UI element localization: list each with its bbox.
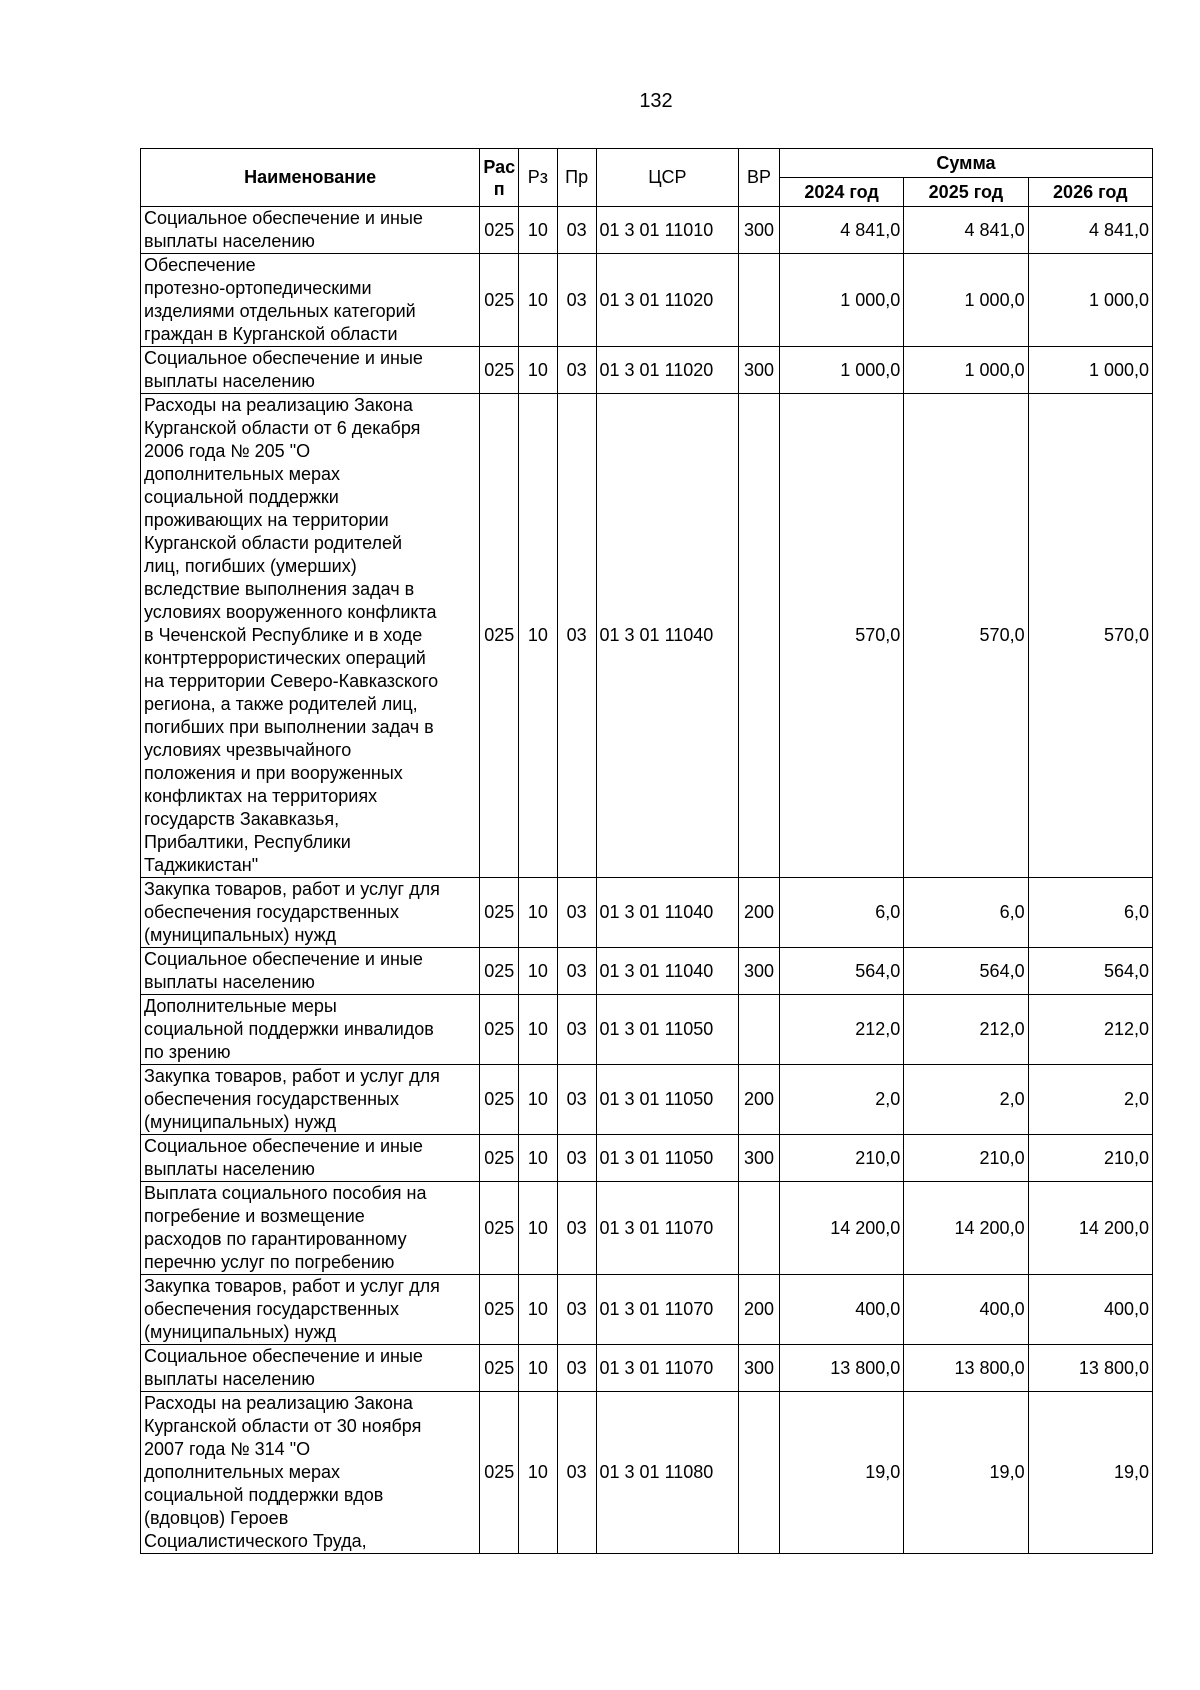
header-sum: Сумма bbox=[779, 149, 1152, 178]
row-pr: 03 bbox=[557, 1065, 596, 1135]
row-name: Расходы на реализацию Закона Курганской области от 6 декабря 2006 года № 205 "О дополнительных мерах социальной поддержки проживающих на территории Курганской области родителей лиц, погибших (умерших) вследствие выполнения задач в условиях вооруженного конфликта в Чеченской Республике и в ходе контртеррористических операций на территории Северо-Кавказского региона, а также родителей лиц, погибших при выполнении задач в условиях чрезвычайного положения и при вооруженных конфликтах на территориях государств Закавказья, Прибалтики, Республики Таджикистан" bbox=[141, 394, 480, 878]
row-sum-2026: 6,0 bbox=[1028, 878, 1152, 948]
row-vr: 300 bbox=[739, 948, 780, 995]
row-name: Социальное обеспечение и иные выплаты населению bbox=[141, 207, 480, 254]
row-sum-2026: 14 200,0 bbox=[1028, 1182, 1152, 1275]
row-vr: 200 bbox=[739, 878, 780, 948]
row-sum-2025: 13 800,0 bbox=[904, 1345, 1028, 1392]
row-rz: 10 bbox=[519, 1065, 558, 1135]
budget-table bbox=[140, 148, 1153, 1554]
row-csr: 01 3 01 11070 bbox=[596, 1345, 739, 1392]
row-pr: 03 bbox=[557, 254, 596, 347]
row-vr: 200 bbox=[739, 1275, 780, 1345]
table-row bbox=[141, 347, 1153, 394]
row-rasp: 025 bbox=[480, 1392, 519, 1554]
row-sum-2025: 6,0 bbox=[904, 878, 1028, 948]
table-row bbox=[141, 1065, 1153, 1135]
row-vr bbox=[739, 995, 780, 1065]
row-name: Закупка товаров, работ и услуг для обеспечения государственных (муниципальных) нужд bbox=[141, 878, 480, 948]
row-vr: 300 bbox=[739, 1135, 780, 1182]
row-rz: 10 bbox=[519, 1275, 558, 1345]
row-csr: 01 3 01 11080 bbox=[596, 1392, 739, 1554]
row-rasp: 025 bbox=[480, 394, 519, 878]
row-sum-2025: 4 841,0 bbox=[904, 207, 1028, 254]
table-row bbox=[141, 995, 1153, 1065]
row-sum-2025: 2,0 bbox=[904, 1065, 1028, 1135]
row-name: Выплата социального пособия на погребение и возмещение расходов по гарантированному перечню услуг по погребению bbox=[141, 1182, 480, 1275]
row-sum-2025: 14 200,0 bbox=[904, 1182, 1028, 1275]
header-rasp: Рас п bbox=[480, 149, 519, 207]
table-row bbox=[141, 878, 1153, 948]
row-sum-2026: 4 841,0 bbox=[1028, 207, 1152, 254]
row-rasp: 025 bbox=[480, 1135, 519, 1182]
row-name: Расходы на реализацию Закона Курганской области от 30 ноября 2007 года № 314 "О дополнительных мерах социальной поддержки вдов (вдовцов) Героев Социалистического Труда, bbox=[141, 1392, 480, 1554]
row-sum-2024: 1 000,0 bbox=[779, 347, 903, 394]
row-sum-2025: 212,0 bbox=[904, 995, 1028, 1065]
row-sum-2025: 19,0 bbox=[904, 1392, 1028, 1554]
row-csr: 01 3 01 11040 bbox=[596, 878, 739, 948]
row-sum-2024: 6,0 bbox=[779, 878, 903, 948]
row-name: Закупка товаров, работ и услуг для обеспечения государственных (муниципальных) нужд bbox=[141, 1275, 480, 1345]
row-pr: 03 bbox=[557, 1345, 596, 1392]
row-csr: 01 3 01 11020 bbox=[596, 254, 739, 347]
row-pr: 03 bbox=[557, 207, 596, 254]
row-vr bbox=[739, 254, 780, 347]
row-sum-2025: 1 000,0 bbox=[904, 347, 1028, 394]
row-pr: 03 bbox=[557, 347, 596, 394]
row-rasp: 025 bbox=[480, 347, 519, 394]
row-name: Социальное обеспечение и иные выплаты населению bbox=[141, 347, 480, 394]
row-sum-2026: 1 000,0 bbox=[1028, 254, 1152, 347]
row-sum-2024: 400,0 bbox=[779, 1275, 903, 1345]
table-row bbox=[141, 1345, 1153, 1392]
header-rz: Рз bbox=[519, 149, 558, 207]
row-rasp: 025 bbox=[480, 1275, 519, 1345]
row-rz: 10 bbox=[519, 1345, 558, 1392]
row-sum-2026: 1 000,0 bbox=[1028, 347, 1152, 394]
row-sum-2024: 212,0 bbox=[779, 995, 903, 1065]
row-vr bbox=[739, 1182, 780, 1275]
row-vr: 300 bbox=[739, 1345, 780, 1392]
row-csr: 01 3 01 11020 bbox=[596, 347, 739, 394]
row-pr: 03 bbox=[557, 995, 596, 1065]
row-name: Социальное обеспечение и иные выплаты населению bbox=[141, 948, 480, 995]
row-rz: 10 bbox=[519, 394, 558, 878]
header-year-2024: 2024 год bbox=[779, 178, 903, 207]
row-sum-2026: 212,0 bbox=[1028, 995, 1152, 1065]
row-rasp: 025 bbox=[480, 995, 519, 1065]
row-sum-2026: 19,0 bbox=[1028, 1392, 1152, 1554]
row-rz: 10 bbox=[519, 878, 558, 948]
table-row bbox=[141, 948, 1153, 995]
row-rz: 10 bbox=[519, 1135, 558, 1182]
row-rasp: 025 bbox=[480, 1182, 519, 1275]
table-row bbox=[141, 1182, 1153, 1275]
table-body bbox=[141, 207, 1153, 1554]
row-pr: 03 bbox=[557, 948, 596, 995]
row-rasp: 025 bbox=[480, 1345, 519, 1392]
row-sum-2024: 2,0 bbox=[779, 1065, 903, 1135]
row-sum-2025: 210,0 bbox=[904, 1135, 1028, 1182]
header-csr: ЦСР bbox=[596, 149, 739, 207]
header-name: Наименование bbox=[141, 149, 480, 207]
row-vr: 300 bbox=[739, 347, 780, 394]
row-sum-2024: 570,0 bbox=[779, 394, 903, 878]
row-csr: 01 3 01 11070 bbox=[596, 1182, 739, 1275]
table-row bbox=[141, 207, 1153, 254]
row-rz: 10 bbox=[519, 1182, 558, 1275]
row-pr: 03 bbox=[557, 878, 596, 948]
row-sum-2026: 400,0 bbox=[1028, 1275, 1152, 1345]
row-rasp: 025 bbox=[480, 254, 519, 347]
row-csr: 01 3 01 11010 bbox=[596, 207, 739, 254]
table-header bbox=[141, 149, 1153, 207]
table-row bbox=[141, 254, 1153, 347]
row-csr: 01 3 01 11070 bbox=[596, 1275, 739, 1345]
row-pr: 03 bbox=[557, 1392, 596, 1554]
row-vr: 300 bbox=[739, 207, 780, 254]
row-csr: 01 3 01 11050 bbox=[596, 995, 739, 1065]
table-row bbox=[141, 394, 1153, 878]
row-sum-2024: 1 000,0 bbox=[779, 254, 903, 347]
header-vr: ВР bbox=[739, 149, 780, 207]
row-sum-2026: 2,0 bbox=[1028, 1065, 1152, 1135]
row-vr: 200 bbox=[739, 1065, 780, 1135]
row-sum-2024: 564,0 bbox=[779, 948, 903, 995]
row-sum-2025: 570,0 bbox=[904, 394, 1028, 878]
row-rz: 10 bbox=[519, 254, 558, 347]
row-rz: 10 bbox=[519, 207, 558, 254]
row-pr: 03 bbox=[557, 1135, 596, 1182]
row-rasp: 025 bbox=[480, 878, 519, 948]
row-vr bbox=[739, 1392, 780, 1554]
row-rz: 10 bbox=[519, 1392, 558, 1554]
header-pr: Пр bbox=[557, 149, 596, 207]
row-vr bbox=[739, 394, 780, 878]
row-sum-2026: 13 800,0 bbox=[1028, 1345, 1152, 1392]
row-name: Закупка товаров, работ и услуг для обеспечения государственных (муниципальных) нужд bbox=[141, 1065, 480, 1135]
table-row bbox=[141, 1392, 1153, 1554]
header-year-2026: 2026 год bbox=[1028, 178, 1152, 207]
row-sum-2025: 400,0 bbox=[904, 1275, 1028, 1345]
row-csr: 01 3 01 11050 bbox=[596, 1135, 739, 1182]
row-pr: 03 bbox=[557, 1182, 596, 1275]
table-row bbox=[141, 1135, 1153, 1182]
row-sum-2024: 210,0 bbox=[779, 1135, 903, 1182]
row-name: Дополнительные меры социальной поддержки инвалидов по зрению bbox=[141, 995, 480, 1065]
row-name: Социальное обеспечение и иные выплаты населению bbox=[141, 1135, 480, 1182]
row-rasp: 025 bbox=[480, 1065, 519, 1135]
row-rz: 10 bbox=[519, 347, 558, 394]
row-sum-2025: 564,0 bbox=[904, 948, 1028, 995]
row-sum-2024: 14 200,0 bbox=[779, 1182, 903, 1275]
page-number: 132 bbox=[639, 90, 673, 112]
row-sum-2024: 4 841,0 bbox=[779, 207, 903, 254]
row-csr: 01 3 01 11040 bbox=[596, 394, 739, 878]
row-rasp: 025 bbox=[480, 207, 519, 254]
row-csr: 01 3 01 11050 bbox=[596, 1065, 739, 1135]
row-rz: 10 bbox=[519, 995, 558, 1065]
row-sum-2026: 210,0 bbox=[1028, 1135, 1152, 1182]
table-row bbox=[141, 1275, 1153, 1345]
row-sum-2025: 1 000,0 bbox=[904, 254, 1028, 347]
row-sum-2026: 564,0 bbox=[1028, 948, 1152, 995]
row-csr: 01 3 01 11040 bbox=[596, 948, 739, 995]
header-year-2025: 2025 год bbox=[904, 178, 1028, 207]
row-pr: 03 bbox=[557, 1275, 596, 1345]
row-sum-2026: 570,0 bbox=[1028, 394, 1152, 878]
row-name: Обеспечение протезно-ортопедическими изделиями отдельных категорий граждан в Курганской области bbox=[141, 254, 480, 347]
row-name: Социальное обеспечение и иные выплаты населению bbox=[141, 1345, 480, 1392]
row-rz: 10 bbox=[519, 948, 558, 995]
row-rasp: 025 bbox=[480, 948, 519, 995]
row-sum-2024: 13 800,0 bbox=[779, 1345, 903, 1392]
row-sum-2024: 19,0 bbox=[779, 1392, 903, 1554]
row-pr: 03 bbox=[557, 394, 596, 878]
